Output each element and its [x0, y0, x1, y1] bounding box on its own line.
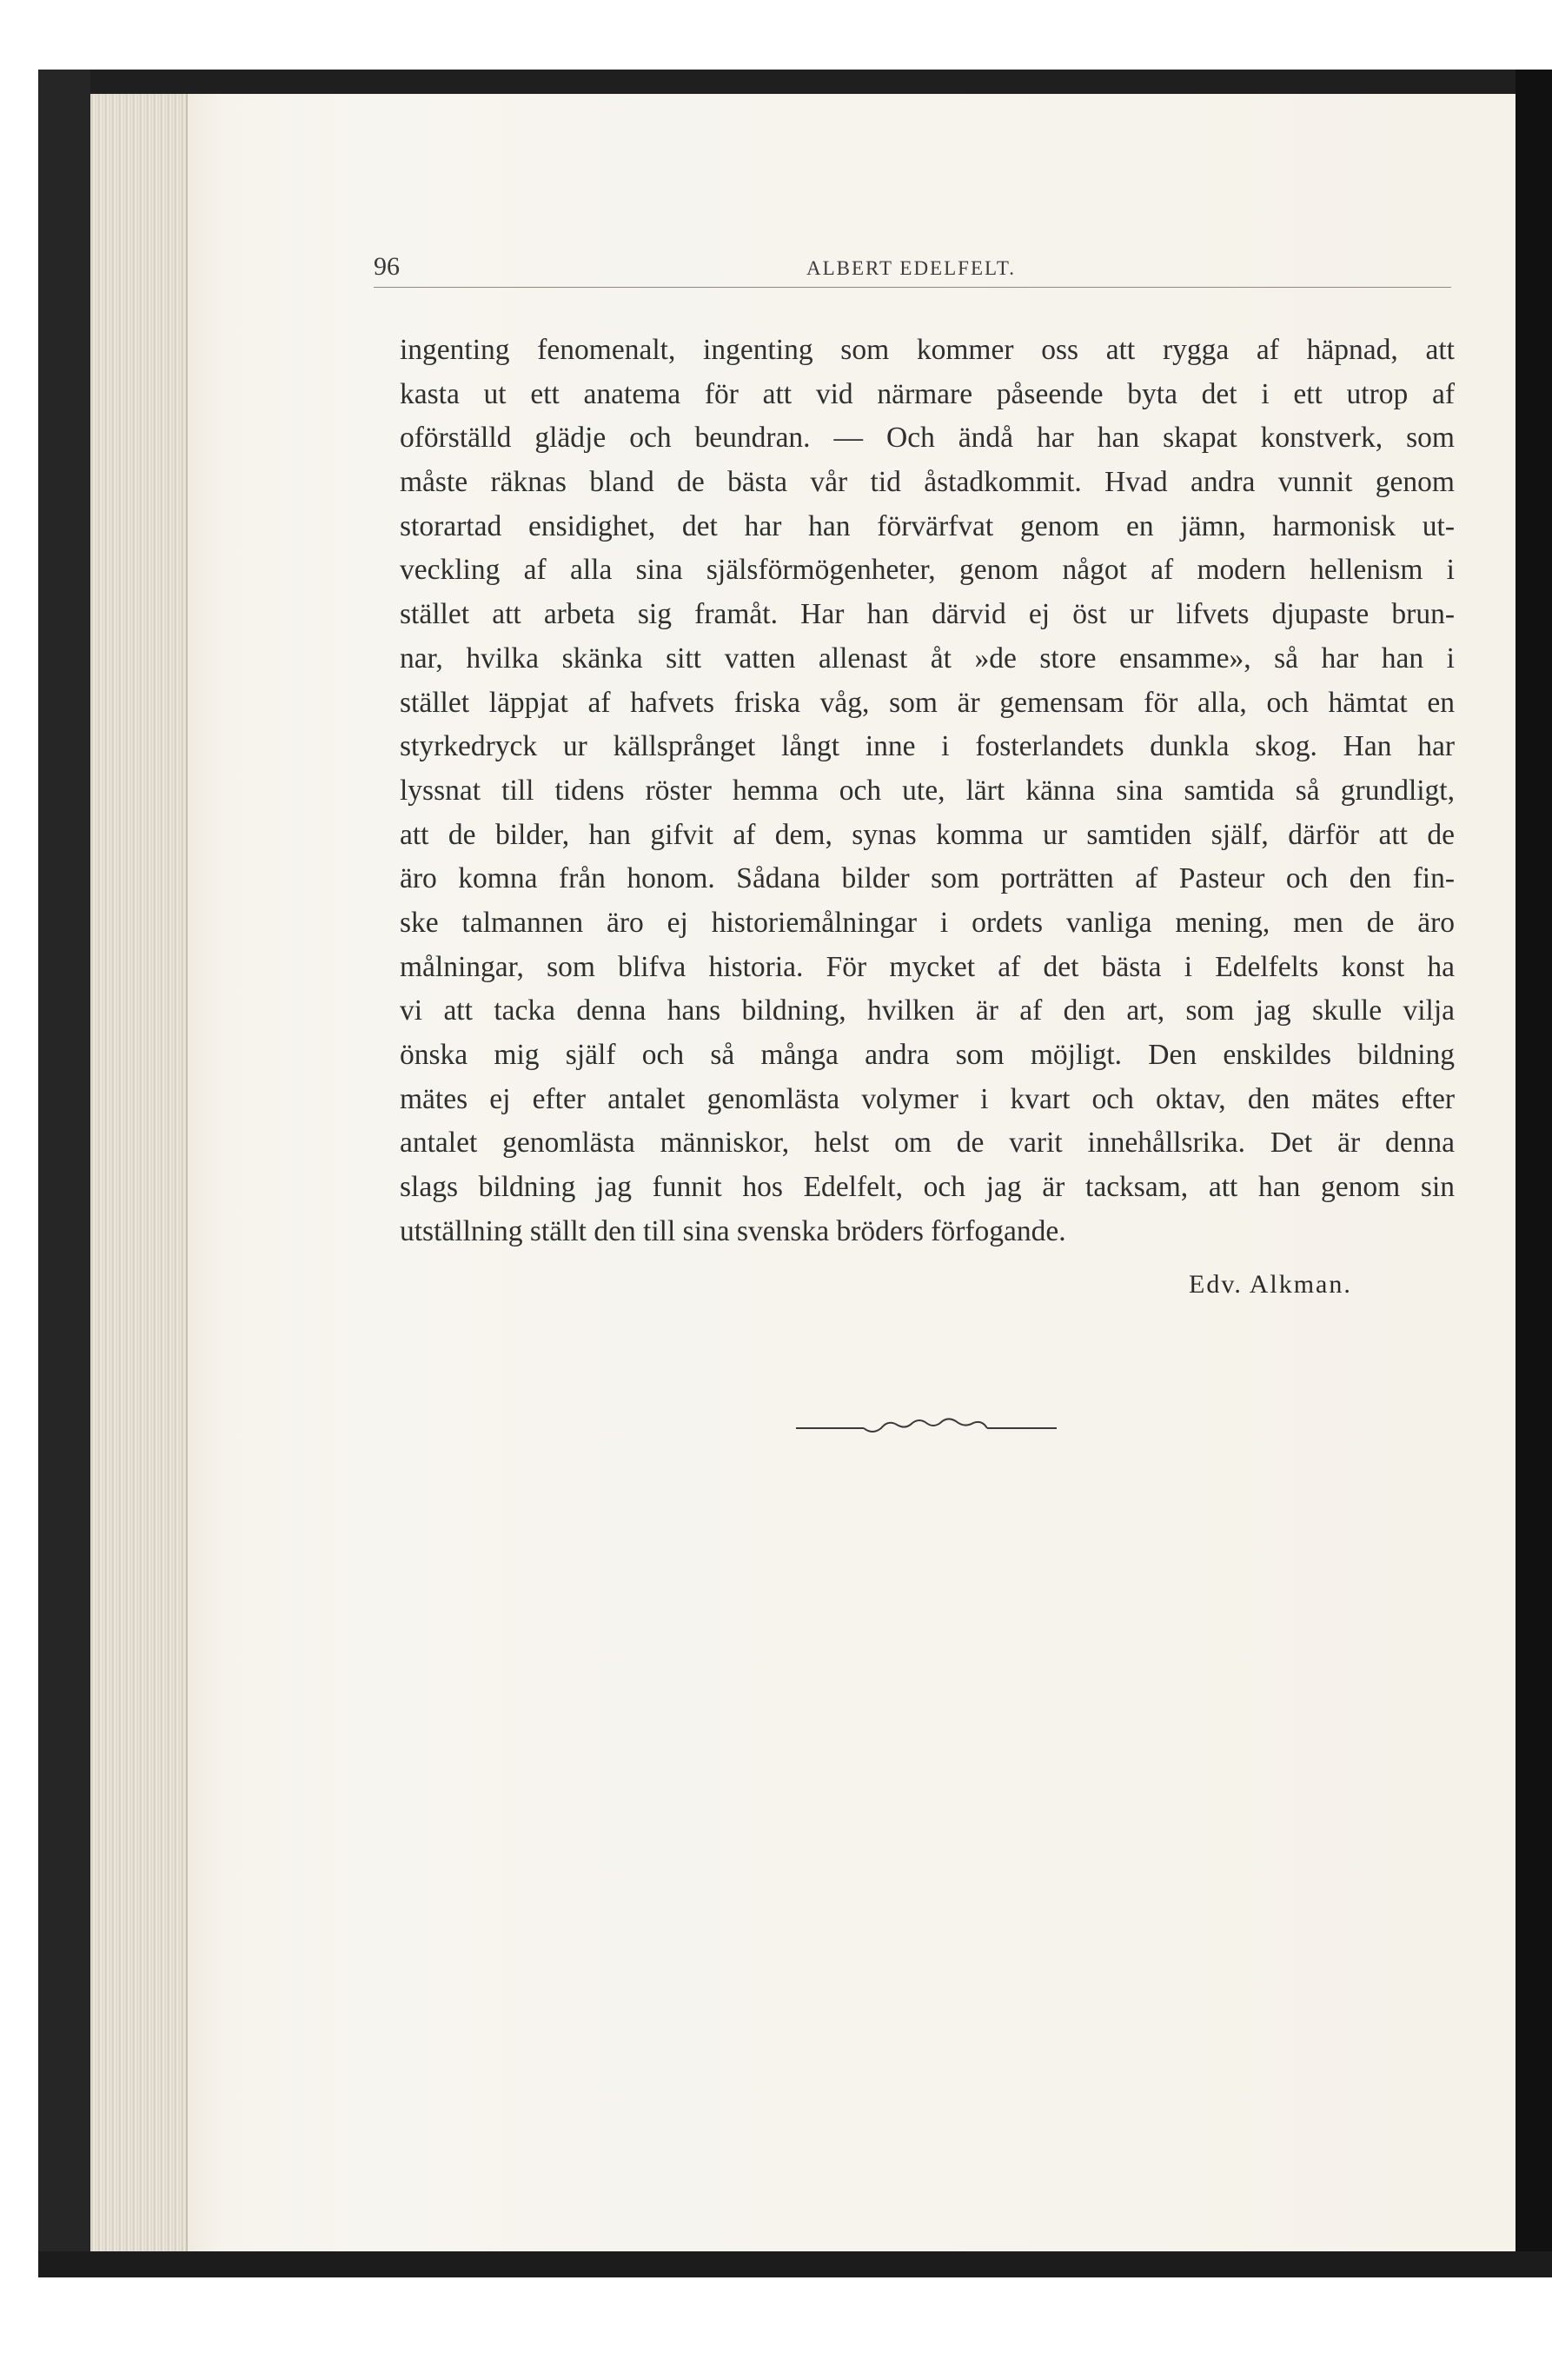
- text-line: veckling af alla sina själsförmögenheter, genom något af modern hellenism i: [400, 554, 1455, 587]
- page-number: 96: [374, 252, 400, 281]
- text-line: mätes ej efter antalet genomlästa volymer i kvart och oktav, den mätes efter: [400, 1082, 1455, 1115]
- text-line: slags bildning jag funnit hos Edelfelt, och jag är tacksam, att han genom sin: [400, 1171, 1455, 1204]
- book-cover-top-edge: [38, 70, 1552, 94]
- text-line: målningar, som blifva historia. För mycket af det bästa i Edelfelts konst ha: [400, 950, 1455, 983]
- author-signature: Edv. Alkman.: [1189, 1270, 1352, 1299]
- text-line: styrkedryck ur källsprånget långt inne i fosterlandets dunkla skog. Han har: [400, 730, 1455, 763]
- book-cover-left-edge: [38, 70, 90, 2277]
- text-line: antalet genomlästa människor, helst om de varit innehållsrika. Det är denna: [400, 1127, 1455, 1160]
- running-title: ALBERT EDELFELT.: [806, 257, 1017, 279]
- book-cover-bottom-edge: [38, 2251, 1552, 2277]
- text-line: kasta ut ett anatema för att vid närmare påseende byta det i ett utrop af: [400, 377, 1455, 410]
- text-line: nar, hvilka skänka sitt vatten allenast åt »de store ensamme», så har han i: [400, 642, 1455, 675]
- body-text: [400, 329, 1455, 1253]
- text-line: stället att arbeta sig framåt. Har han därvid ej öst ur lifvets djupaste brun-: [400, 598, 1455, 631]
- text-line-last: utställning ställt den till sina svenska bröders förfogande.: [400, 1214, 1066, 1247]
- text-line: vi att tacka denna hans bildning, hvilken är af den art, som jag skulle vilja: [400, 994, 1455, 1027]
- text-line: stället läppjat af hafvets friska våg, som är gemensam för alla, och hämtat en: [400, 686, 1455, 719]
- tail-piece-flourish-icon: [796, 1415, 1057, 1441]
- text-line: ingenting fenomenalt, ingenting som kommer oss att rygga af häpnad, att: [400, 334, 1455, 366]
- text-line: att de bilder, han gifvit af dem, synas komma ur samtiden själf, därför att de: [400, 818, 1455, 851]
- text-line: lyssnat till tidens röster hemma och ute, lärt känna sina samtida så grundligt,: [400, 774, 1455, 807]
- text-line: oförställd glädje och beundran. — Och ändå har han skapat konstverk, som: [400, 422, 1455, 455]
- text-line: äro komna från honom. Sådana bilder som porträtten af Pasteur och den fin-: [400, 862, 1455, 895]
- stacked-page-edges: [90, 94, 188, 2251]
- book-cover-right-edge: [1516, 70, 1552, 2277]
- text-line: önska mig själf och så många andra som möjligt. Den enskildes bildning: [400, 1039, 1455, 1071]
- text-line: storartad ensidighet, det har han förvärfvat genom en jämn, harmonisk ut-: [400, 509, 1455, 542]
- text-line: ske talmannen äro ej historiemålningar i ordets vanliga mening, men de äro: [400, 906, 1455, 939]
- text-line: måste räknas bland de bästa vår tid åstadkommit. Hvad andra vunnit genom: [400, 466, 1455, 499]
- running-head: [374, 252, 1451, 288]
